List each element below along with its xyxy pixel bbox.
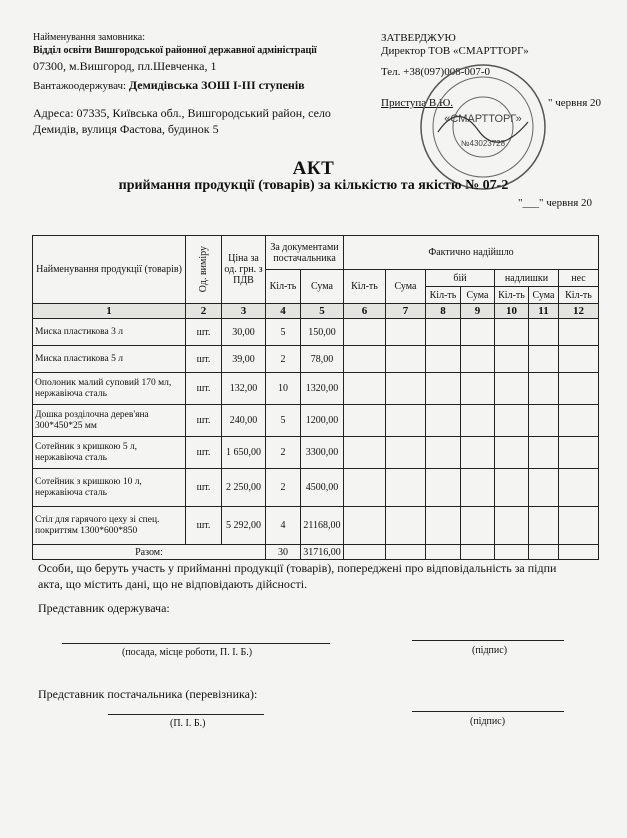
header-actual-qty: Кіл-ть xyxy=(344,270,386,304)
table-row xyxy=(33,405,599,437)
header-doc-sum: Сума xyxy=(301,270,344,304)
header-broken: бій xyxy=(426,270,495,287)
col-number: 11 xyxy=(529,304,559,319)
col-number: 9 xyxy=(461,304,495,319)
col-number: 8 xyxy=(426,304,461,319)
supplier-name-caption: (П. І. Б.) xyxy=(170,718,206,729)
acceptance-table xyxy=(32,235,599,560)
receiver-signature-line xyxy=(412,640,564,641)
customer-address: 07300, м.Вишгород, пл.Шевченка, 1 xyxy=(33,59,217,73)
row-price: 5 292,00 xyxy=(222,507,266,545)
table-row xyxy=(33,319,599,346)
director-title: Директор ТОВ «СМАРТТОРГ» xyxy=(381,45,529,57)
header-broken-sum: Сума xyxy=(461,287,495,304)
row-price: 240,00 xyxy=(222,405,266,437)
row-qty: 10 xyxy=(266,373,301,405)
row-qty: 5 xyxy=(266,319,301,346)
row-product-name: Миска пластикова 3 л xyxy=(33,319,186,346)
stamp-center-text: «СМАРТТОРГ» xyxy=(444,113,522,125)
header-surplus: надлишки xyxy=(495,270,559,287)
row-qty: 2 xyxy=(266,346,301,373)
row-unit: шт. xyxy=(186,373,222,405)
row-product-name: Сотейник з кришкою 10 л, нержавіюча сталь xyxy=(33,469,186,507)
row-price: 132,00 xyxy=(222,373,266,405)
supplier-name-line xyxy=(108,714,264,715)
row-sum: 4500,00 xyxy=(301,469,344,507)
row-product-name: Ополоник малий суповий 170 мл, нержавіюча сталь xyxy=(33,373,186,405)
row-qty: 5 xyxy=(266,405,301,437)
col-number: 6 xyxy=(344,304,386,319)
table-row xyxy=(33,437,599,469)
row-unit: шт. xyxy=(186,469,222,507)
row-price: 1 650,00 xyxy=(222,437,266,469)
header-shortage: нес xyxy=(559,270,599,287)
row-price: 39,00 xyxy=(222,346,266,373)
supplier-label: Представник постачальника (перевізника): xyxy=(38,687,258,701)
col-number: 4 xyxy=(266,304,301,319)
address-line-2: Демидів, вулиця Фастова, будинок 5 xyxy=(33,122,219,136)
row-sum: 21168,00 xyxy=(301,507,344,545)
row-price: 2 250,00 xyxy=(222,469,266,507)
act-date: "___" червня 20 xyxy=(518,197,593,209)
approve-label: ЗАТВЕРДЖУЮ xyxy=(381,32,456,44)
header-actual: Фактично надійшло xyxy=(344,236,599,270)
address-line-1: Адреса: 07335, Київська обл., Вишгородський район, село xyxy=(33,106,331,120)
total-row xyxy=(33,545,599,560)
total-sum: 31716,00 xyxy=(301,545,344,560)
supplier-signature-line xyxy=(412,711,564,712)
table-row xyxy=(33,373,599,405)
row-product-name: Сотейник з кришкою 5 л, нержавіюча сталь xyxy=(33,437,186,469)
row-sum: 3300,00 xyxy=(301,437,344,469)
header-shortage-qty: Кіл-ть xyxy=(559,287,599,304)
header-price: Ціна за од. грн. з ПДВ xyxy=(222,236,266,304)
warning-line-1: Особи, що беруть участь у прийманні продукції (товарів), попереджені про відповідальність за підпи xyxy=(38,561,557,575)
consignee-line xyxy=(33,78,305,93)
header-surplus-qty: Кіл-ть xyxy=(495,287,529,304)
column-number-row xyxy=(33,304,599,319)
row-product-name: Дошка розділочна дерев'яна 300*450*25 мм xyxy=(33,405,186,437)
row-sum: 78,00 xyxy=(301,346,344,373)
col-number: 1 xyxy=(33,304,186,319)
row-unit: шт. xyxy=(186,437,222,469)
stamp-code-text: №43023728 xyxy=(460,139,506,148)
header-unit-label: Од. виміру xyxy=(198,246,209,293)
header-broken-qty: Кіл-ть xyxy=(426,287,461,304)
act-subtitle: приймання продукції (товарів) за кількістю та якістю № 07-2 xyxy=(118,178,509,193)
row-unit: шт. xyxy=(186,319,222,346)
total-qty: 30 xyxy=(266,545,301,560)
row-unit: шт. xyxy=(186,405,222,437)
table-row xyxy=(33,469,599,507)
approve-date: " червня 20 xyxy=(548,97,602,109)
row-sum: 1320,00 xyxy=(301,373,344,405)
act-title: АКТ xyxy=(292,158,335,179)
header-unit xyxy=(186,236,222,304)
col-number: 3 xyxy=(222,304,266,319)
customer-name: Відділ освіти Вишгородської районної державної адміністрації xyxy=(33,45,317,56)
row-qty: 4 xyxy=(266,507,301,545)
header-surplus-sum: Сума xyxy=(529,287,559,304)
table-row xyxy=(33,346,599,373)
header-product-name: Найменування продукції (товарів) xyxy=(33,236,186,304)
table-row xyxy=(33,507,599,545)
warning-line-2: акта, що містить дані, що не відповідають дійсності. xyxy=(38,577,308,591)
col-number: 12 xyxy=(559,304,599,319)
receiver-signature-caption: (підпис) xyxy=(472,645,508,656)
receiver-name-line xyxy=(62,643,330,644)
director-signature-name: Приступа В.Ю. xyxy=(381,97,454,109)
row-unit: шт. xyxy=(186,507,222,545)
header-by-documents: За документами постачальника xyxy=(266,236,344,270)
total-label: Разом: xyxy=(33,545,266,560)
row-sum: 150,00 xyxy=(301,319,344,346)
consignee-label: Вантажоодержувач: xyxy=(33,80,127,92)
consignee-name: Демидівська ЗОШ І-ІІІ ступенів xyxy=(128,78,305,92)
col-number: 2 xyxy=(186,304,222,319)
col-number: 10 xyxy=(495,304,529,319)
row-price: 30,00 xyxy=(222,319,266,346)
col-number: 5 xyxy=(301,304,344,319)
receiver-name-caption: (посада, місце роботи, П. І. Б.) xyxy=(122,647,253,658)
director-phone: Тел. +38(097)008-007-0 xyxy=(381,66,491,78)
customer-label: Найменування замовника: xyxy=(33,32,146,43)
row-sum: 1200,00 xyxy=(301,405,344,437)
row-unit: шт. xyxy=(186,346,222,373)
header-actual-sum: Сума xyxy=(386,270,426,304)
row-product-name: Миска пластикова 5 л xyxy=(33,346,186,373)
col-number: 7 xyxy=(386,304,426,319)
row-product-name: Стіл для гарячого цеху зі спец. покриттям 1300*600*850 xyxy=(33,507,186,545)
row-qty: 2 xyxy=(266,437,301,469)
receiver-label: Представник одержувача: xyxy=(38,601,170,615)
supplier-signature-caption: (підпис) xyxy=(470,716,506,727)
row-qty: 2 xyxy=(266,469,301,507)
header-doc-qty: Кіл-ть xyxy=(266,270,301,304)
